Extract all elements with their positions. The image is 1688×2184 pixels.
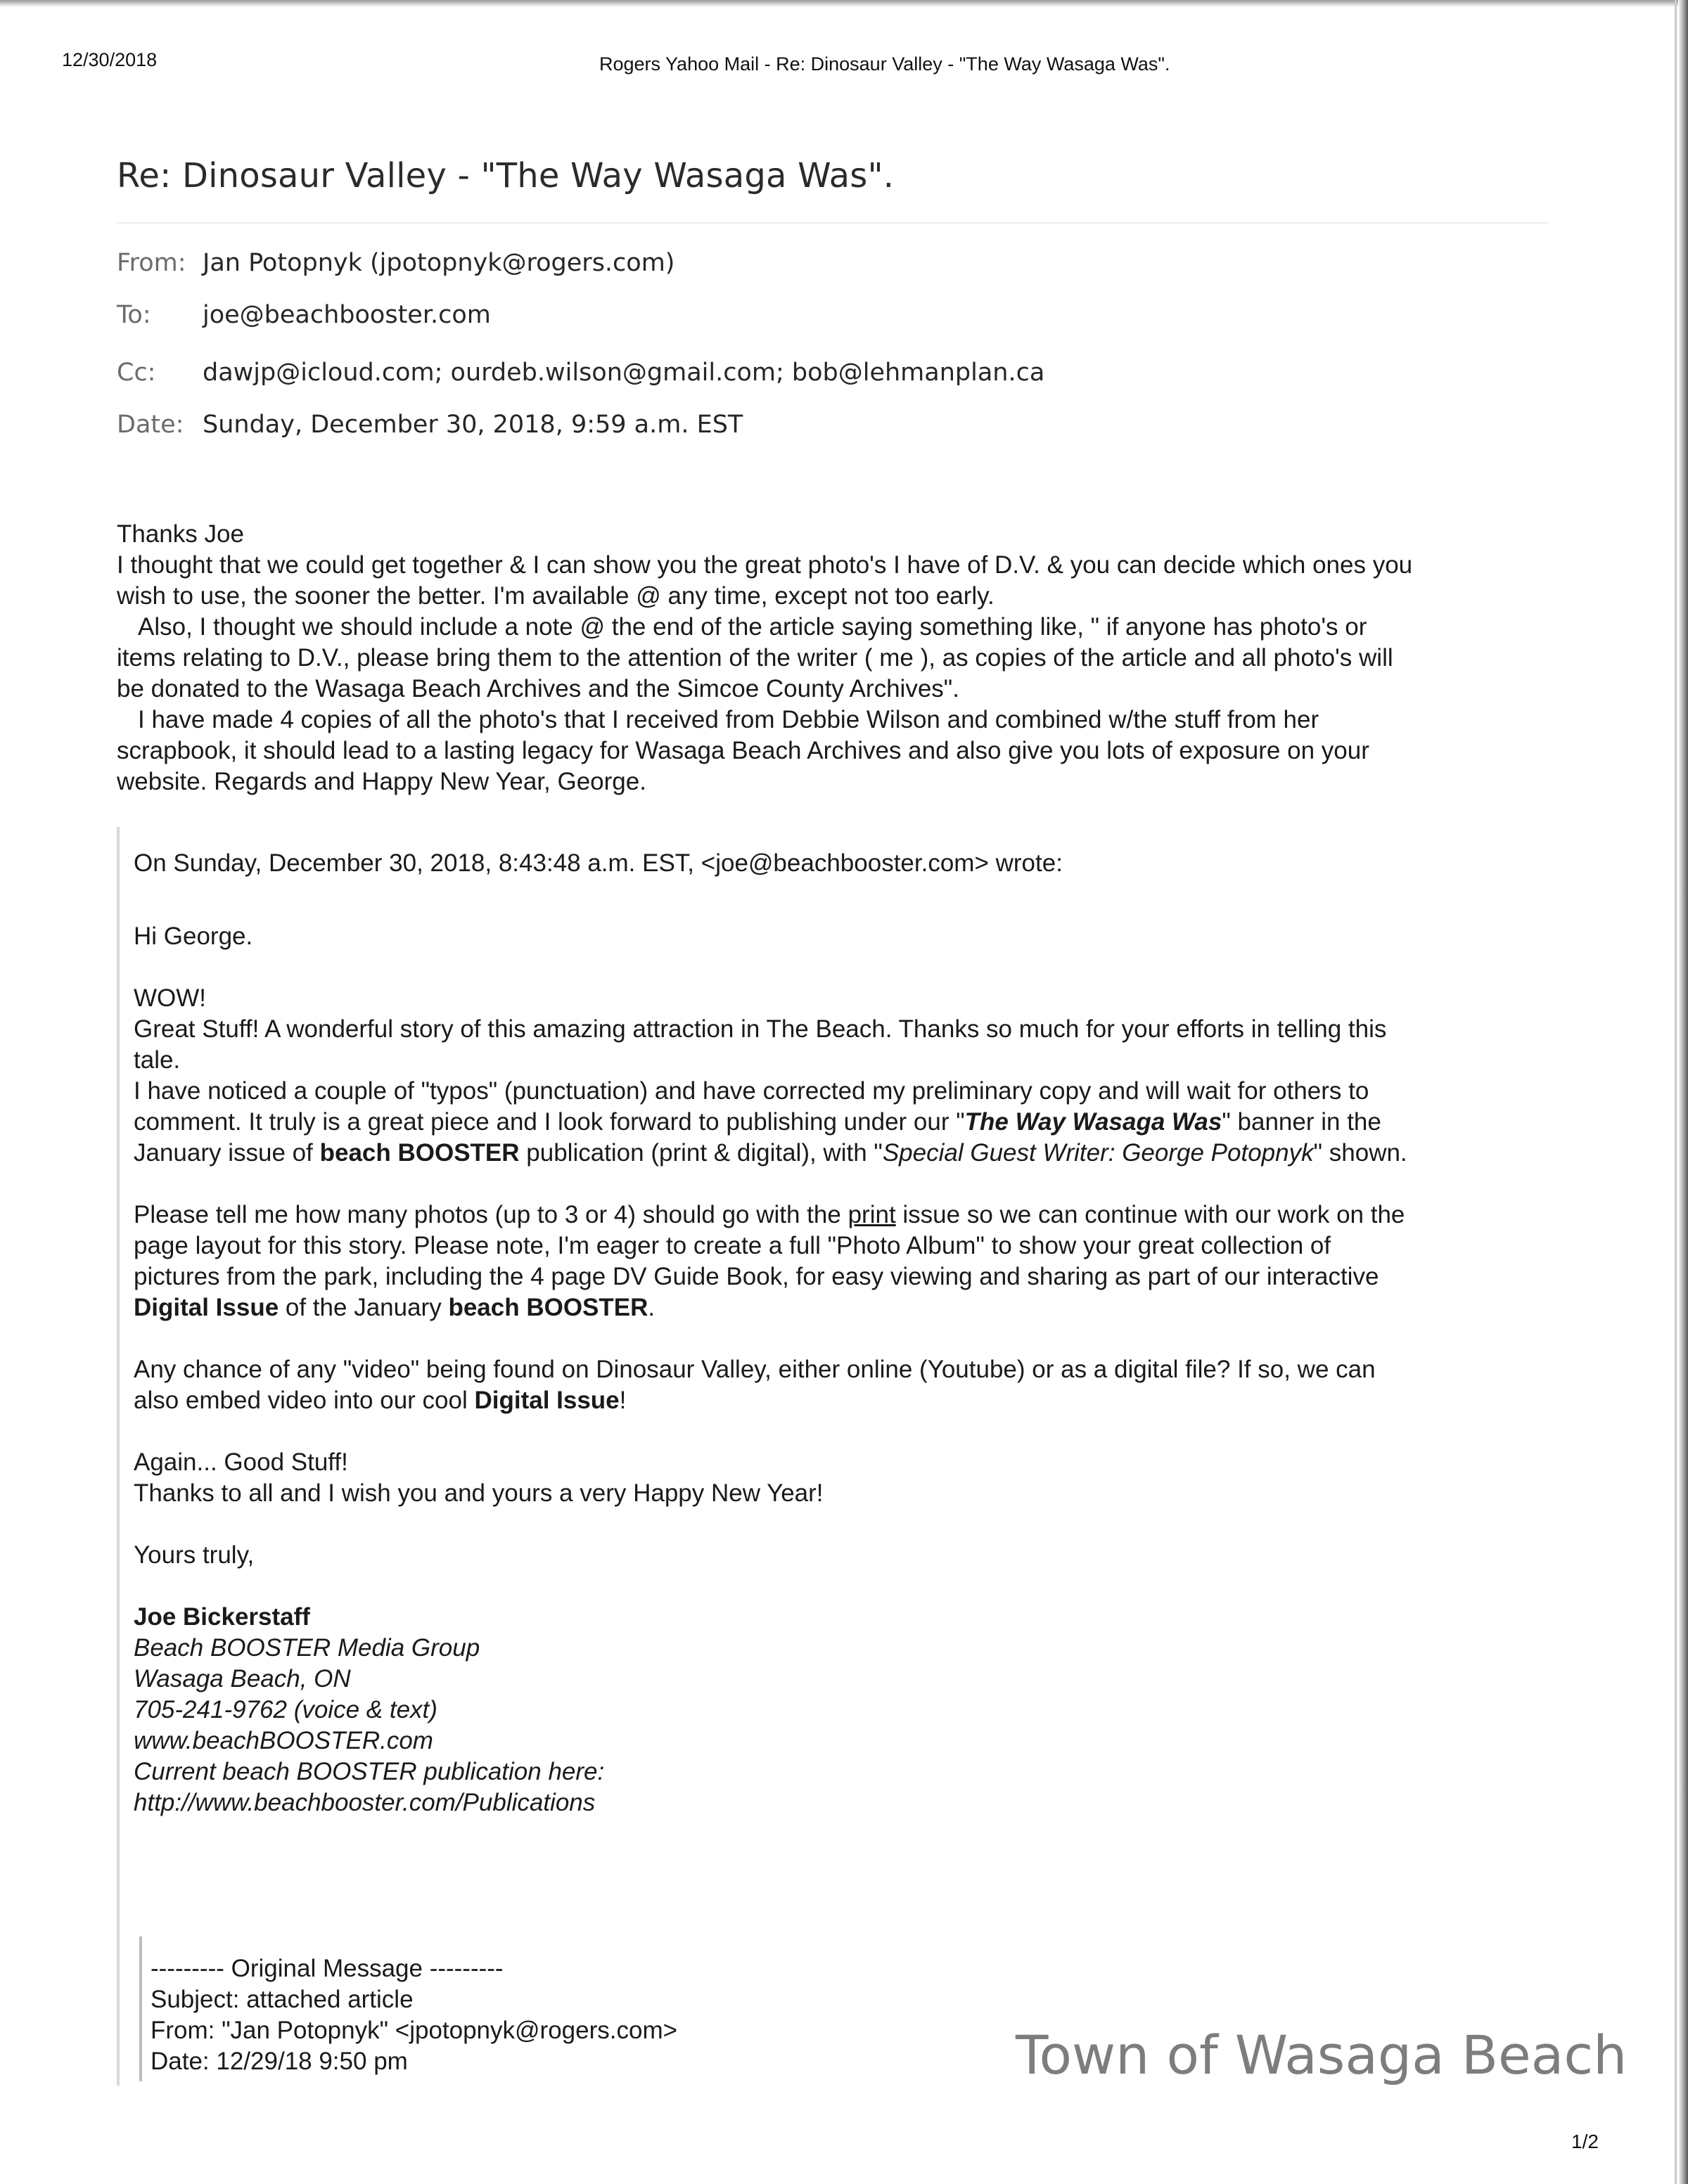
quote-line: tale.	[134, 1046, 181, 1074]
quote-line: January issue of beach BOOSTER publication (print & digital), with "Special Guest Writer: George Potopnyk" shown.	[134, 1139, 1407, 1167]
reply-line: Also, I thought we should include a note @ the end of the article saying something like, " if anyone has photo's or	[138, 613, 1367, 641]
closing: Yours truly,	[134, 1541, 255, 1569]
to-label: To:	[117, 301, 151, 329]
to-value[interactable]: joe@beachbooster.com	[203, 301, 491, 329]
quote-line: also embed video into our cool Digital Issue!	[134, 1387, 627, 1414]
print-header	[62, 49, 1626, 77]
original-from: From: "Jan Potopnyk" <jpotopnyk@rogers.com>	[151, 2017, 678, 2044]
date-value: Sunday, December 30, 2018, 9:59 a.m. EST	[203, 411, 743, 439]
quote-line: Thanks to all and I wish you and yours a very Happy New Year!	[134, 1479, 824, 1507]
date-row	[117, 411, 743, 439]
quote-line: Any chance of any "video" being found on Dinosaur Valley, either online (Youtube) or as a digital file? If so, we can	[134, 1356, 1376, 1383]
original-quote-bar	[139, 1936, 142, 2081]
print-date: 12/30/2018	[62, 49, 158, 70]
cc-label: Cc:	[117, 359, 156, 387]
signature-location: Wasaga Beach, ON	[134, 1665, 351, 1692]
quote-line: I have noticed a couple of "typos" (punctuation) and have corrected my preliminary copy and will wait for others to	[134, 1077, 1369, 1105]
cc-row	[117, 359, 1044, 387]
reply-line: scrapbook, it should lead to a lasting legacy for Wasaga Beach Archives and also give you lots of exposure on your	[117, 737, 1369, 764]
from-label: From:	[117, 249, 186, 277]
reply-body	[117, 519, 1559, 797]
original-subject: Subject: attached article	[151, 1986, 414, 2013]
signature-website-link[interactable]: www.beachBOOSTER.com	[134, 1727, 433, 1754]
quote-bar	[117, 827, 120, 2086]
quote-greeting: Hi George.	[134, 923, 253, 950]
watermark: Town of Wasaga Beach	[1016, 2024, 1628, 2086]
from-value[interactable]: Jan Potopnyk (jpotopnyk@rogers.com)	[203, 249, 675, 277]
reply-line: Thanks Joe	[117, 520, 244, 548]
original-message	[151, 1953, 677, 2077]
cc-value[interactable]: dawjp@icloud.com; ourdeb.wilson@gmail.com; bob@lehmanplan.ca	[203, 359, 1045, 387]
reply-line: items relating to D.V., please bring them to the attention of the writer ( me ), as copies of the article and all photo's will	[117, 644, 1393, 672]
original-date: Date: 12/29/18 9:50 pm	[151, 2048, 408, 2075]
signature-phone: 705-241-9762 (voice & text)	[134, 1696, 437, 1723]
quoted-message	[134, 848, 1561, 1818]
quote-line: page layout for this story. Please note, I'm eager to create a full "Photo Album" to show your great collection of	[134, 1232, 1331, 1259]
quote-line: WOW!	[134, 984, 207, 1012]
reply-line: I have made 4 copies of all the photo's that I received from Debbie Wilson and combined w/the stuff from her	[138, 706, 1319, 733]
email-subject: Re: Dinosaur Valley - "The Way Wasaga Was".	[117, 156, 895, 195]
reply-line: wish to use, the sooner the better. I'm available @ any time, except not too early.	[117, 582, 995, 610]
reply-line: be donated to the Wasaga Beach Archives and the Simcoe County Archives".	[117, 675, 959, 702]
quote-line: Please tell me how many photos (up to 3 or 4) should go with the print issue so we can continue with our work on the	[134, 1201, 1405, 1228]
signature-org: Beach BOOSTER Media Group	[134, 1634, 480, 1662]
signature-publication-note: Current beach BOOSTER publication here:	[134, 1758, 605, 1785]
quote-intro: On Sunday, December 30, 2018, 8:43:48 a.m. EST, <joe@beachbooster.com> wrote:	[134, 849, 1063, 877]
date-label: Date:	[117, 411, 184, 439]
signature-name: Joe Bickerstaff	[134, 1603, 310, 1631]
print-title: Rogers Yahoo Mail - Re: Dinosaur Valley - "The Way Wasaga Was".	[599, 53, 1170, 75]
original-divider: --------- Original Message ---------	[151, 1955, 504, 1982]
scan-edge-line	[1675, 0, 1677, 2184]
quote-line: comment. It truly is a great piece and I look forward to publishing under our "The Way Wasaga Was" banner in the	[134, 1108, 1381, 1136]
scan-edge-top	[0, 0, 1688, 7]
page-number: 1/2	[1571, 2131, 1599, 2152]
quote-line: pictures from the park, including the 4 page DV Guide Book, for easy viewing and sharing as part of our interactive	[134, 1263, 1379, 1290]
to-row	[117, 301, 491, 329]
from-row	[117, 249, 674, 277]
reply-line: website. Regards and Happy New Year, George.	[117, 768, 646, 795]
scan-edge-right	[1678, 0, 1688, 2184]
divider	[117, 222, 1549, 224]
reply-line: I thought that we could get together & I can show you the great photo's I have of D.V. & you can decide which ones you	[117, 551, 1413, 579]
publications-link[interactable]: http://www.beachbooster.com/Publications	[134, 1789, 596, 1816]
quote-line: Again... Good Stuff!	[134, 1448, 348, 1476]
quote-line: Great Stuff! A wonderful story of this amazing attraction in The Beach. Thanks so much for your efforts in telling this	[134, 1015, 1387, 1043]
quote-line: Digital Issue of the January beach BOOSTER.	[134, 1294, 656, 1321]
